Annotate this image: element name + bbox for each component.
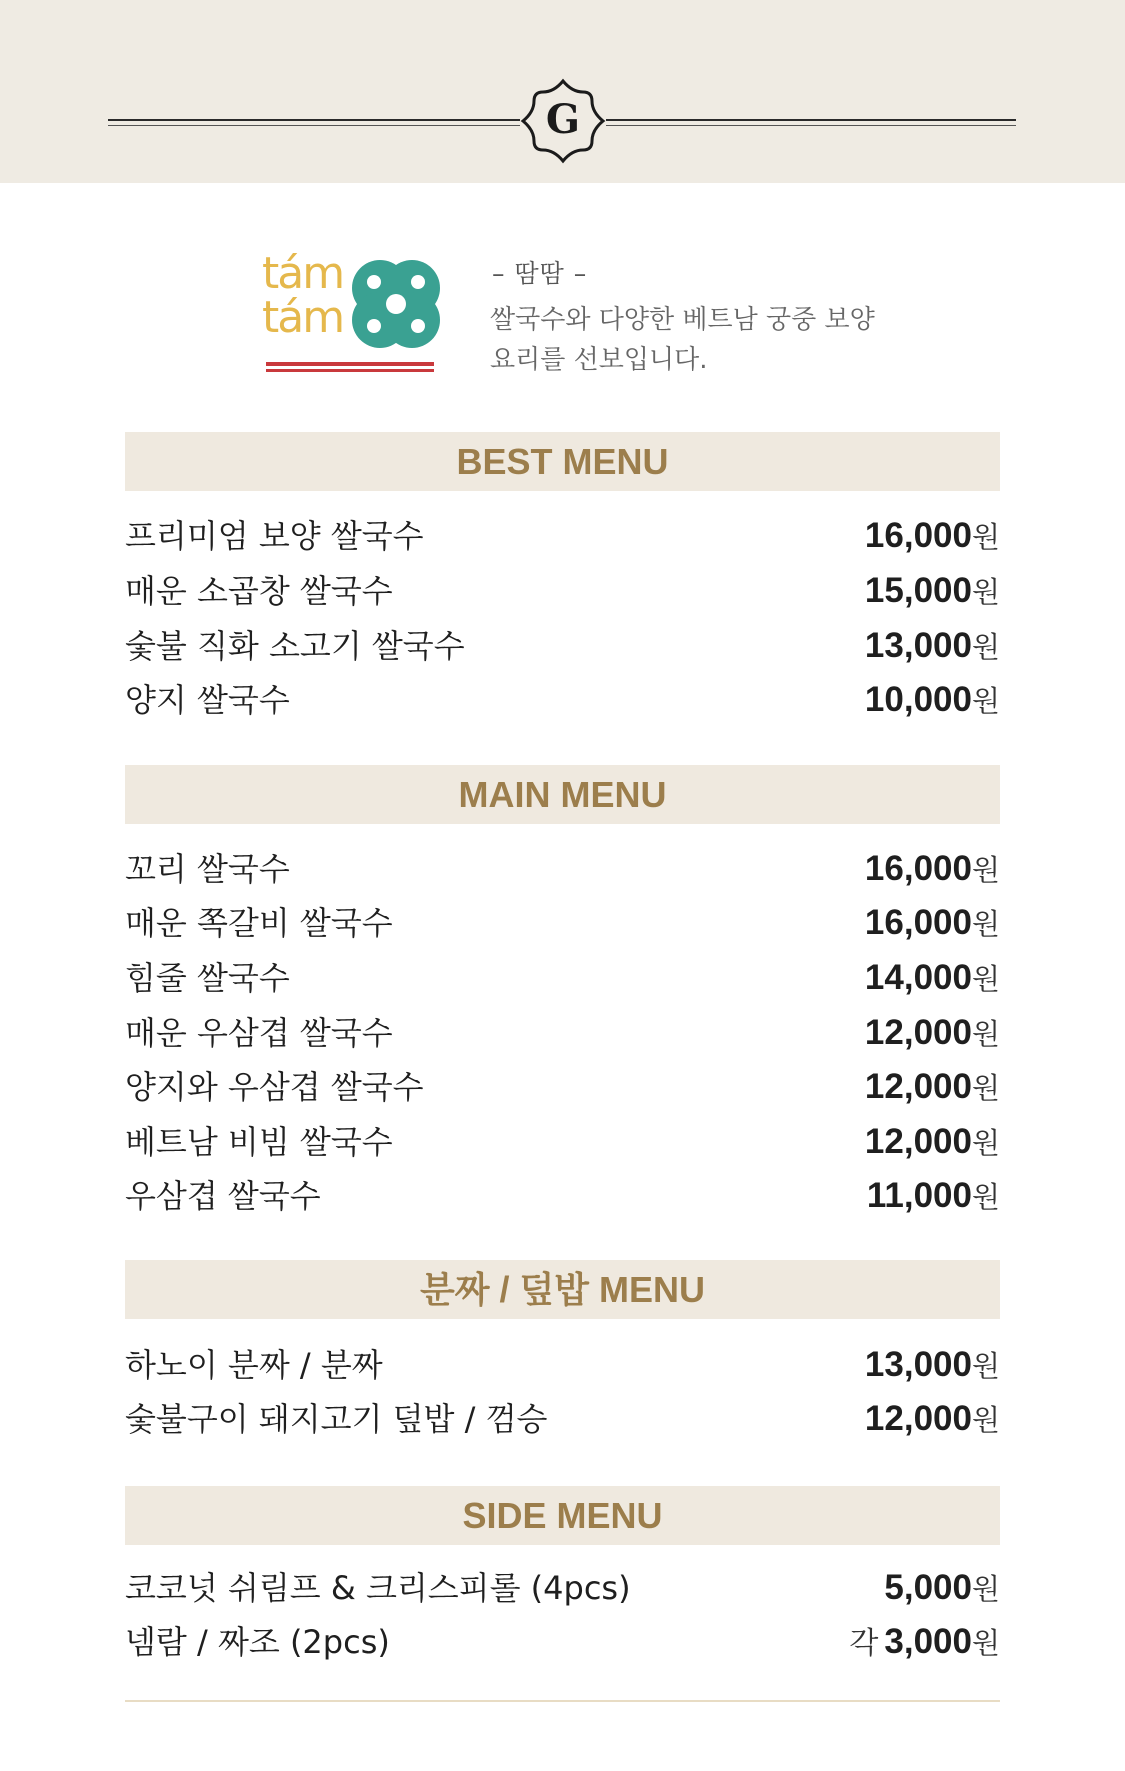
menu-item <box>125 898 1000 948</box>
restaurant-description <box>490 300 890 380</box>
menu-item-name: 베트남 비빔 쌀국수 <box>125 1123 393 1161</box>
menu-item <box>125 844 1000 894</box>
menu-item <box>125 621 1000 671</box>
menu-item-price: 11,000원 <box>866 1176 1000 1215</box>
menu-item-name: 넴람 / 짜조 (2pcs) <box>125 1623 390 1661</box>
menu-item <box>125 566 1000 616</box>
logo-text-line2: tám <box>262 292 344 343</box>
menu-item-price: 16,000원 <box>864 516 1000 555</box>
header-rule-left <box>108 119 520 121</box>
menu-item <box>125 953 1000 1003</box>
menu-item <box>125 1563 1000 1613</box>
menu-item-price: 12,000원 <box>864 1067 1000 1106</box>
menu-item-price: 5,000원 <box>884 1568 1000 1607</box>
menu-item-price: 15,000원 <box>864 571 1000 610</box>
menu-item-name: 힘줄 쌀국수 <box>125 959 290 997</box>
menu-item-name: 숯불구이 돼지고기 덮밥 / 껌승 <box>125 1400 548 1438</box>
menu-item-name: 하노이 분짜 / 분짜 <box>125 1346 383 1384</box>
menu-item-price: 13,000원 <box>864 1345 1000 1384</box>
menu-item-price: 각 3,000원 <box>849 1622 1000 1661</box>
logo-text-line1: tám <box>262 248 344 299</box>
menu-item-name: 매운 우삼겹 쌀국수 <box>125 1014 393 1052</box>
menu-item <box>125 1394 1000 1444</box>
section-heading-bunja: 분짜 / 덮밥 MENU <box>125 1260 1000 1319</box>
section-heading-main: MAIN MENU <box>125 765 1000 824</box>
header-rule-left-thin <box>108 125 520 126</box>
menu-item-price: 13,000원 <box>864 626 1000 665</box>
menu-item <box>125 1062 1000 1112</box>
menu-item <box>125 1171 1000 1221</box>
header-rule-right-thin <box>606 125 1016 126</box>
section-heading-best: BEST MENU <box>125 432 1000 491</box>
menu-item <box>125 511 1000 561</box>
description-line-1: 쌀국수와 다양한 베트남 궁중 보양 <box>490 305 875 335</box>
menu-item-price: 12,000원 <box>864 1399 1000 1438</box>
emblem-letter: G <box>545 96 581 143</box>
section-heading-side: SIDE MENU <box>125 1486 1000 1545</box>
menu-item-price: 12,000원 <box>864 1013 1000 1052</box>
logo-underline-2 <box>266 369 434 372</box>
menu-item <box>125 675 1000 725</box>
logo-mark-icon <box>350 258 442 350</box>
bottom-divider <box>125 1700 1000 1702</box>
menu-item <box>125 1117 1000 1167</box>
menu-item-price: 14,000원 <box>864 958 1000 997</box>
menu-item-price: 16,000원 <box>864 849 1000 888</box>
menu-item-price: 12,000원 <box>864 1122 1000 1161</box>
menu-item-name: 숯불 직화 소고기 쌀국수 <box>125 627 465 665</box>
menu-item-name: 프리미엄 보양 쌀국수 <box>125 517 424 555</box>
menu-item <box>125 1008 1000 1058</box>
menu-item-name: 매운 쪽갈비 쌀국수 <box>125 904 393 942</box>
menu-item-name: 양지 쌀국수 <box>125 681 290 719</box>
header-rule-right <box>606 119 1016 121</box>
logo-underline <box>266 362 434 366</box>
menu-item-price: 16,000원 <box>864 903 1000 942</box>
menu-item-name: 꼬리 쌀국수 <box>125 850 290 888</box>
description-line-2: 요리를 선보입니다. <box>490 345 708 375</box>
menu-item-name: 양지와 우삼겹 쌀국수 <box>125 1068 424 1106</box>
menu-item-name: 우삼겹 쌀국수 <box>125 1177 321 1215</box>
menu-item <box>125 1617 1000 1667</box>
menu-item <box>125 1340 1000 1390</box>
menu-item-price: 10,000원 <box>864 680 1000 719</box>
menu-item-name: 매운 소곱창 쌀국수 <box>125 572 393 610</box>
restaurant-name: – 땀땀 – <box>492 259 588 288</box>
menu-item-name: 코코넛 쉬림프 & 크리스피롤 (4pcs) <box>125 1569 631 1607</box>
